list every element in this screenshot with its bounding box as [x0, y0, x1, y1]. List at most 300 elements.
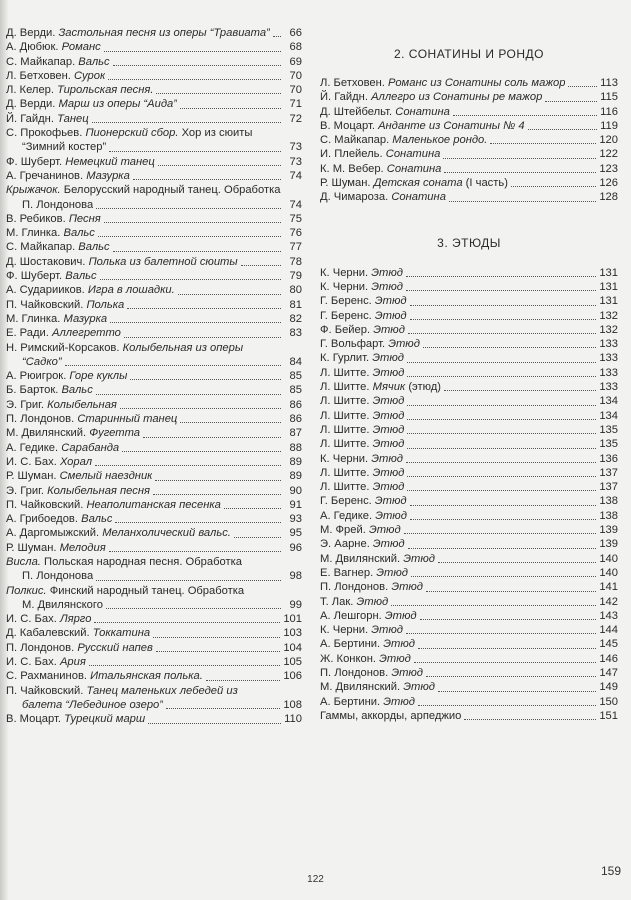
toc-entry [6, 212, 302, 226]
entry-page-number: 123 [599, 162, 618, 175]
entry-author: А. Бертини. [320, 638, 381, 651]
entry-text [6, 469, 152, 483]
toc-entry [6, 626, 302, 640]
toc-entry [6, 426, 302, 440]
entry-author: Е. Ради. [6, 327, 49, 340]
entry-text [320, 709, 461, 723]
entry-author: К. М. Вебер. [320, 162, 384, 175]
entry-author: Л. Шитте. [320, 409, 370, 422]
entry-page-number: 145 [599, 638, 618, 651]
entry-note: (этюд) [408, 381, 442, 394]
toc-entry [6, 412, 302, 426]
dot-leader [411, 576, 596, 577]
entry-title: Марш из оперы “Аида” [58, 98, 177, 111]
entry-title: Сарабанда [61, 441, 120, 454]
entry-page-number: 135 [599, 438, 618, 451]
entry-text [6, 626, 150, 640]
toc-entry-first-line [6, 684, 302, 698]
entry-text [320, 452, 403, 466]
entry-author: Д. Кабалевский. [6, 627, 90, 640]
entry-text [6, 26, 270, 40]
entry-page-number: 85 [289, 384, 302, 397]
dot-leader [115, 522, 281, 523]
entry-title: Этюд [371, 624, 403, 637]
entry-author: Л. Шитте. [320, 381, 370, 394]
toc-entry [320, 76, 618, 90]
toc-entry [6, 112, 302, 126]
dot-leader [438, 691, 596, 692]
entry-title: Вальс [78, 241, 110, 254]
dot-leader [410, 305, 597, 306]
sonatinas-list [320, 76, 618, 205]
dot-leader [511, 186, 596, 187]
entry-author: И. С. Бах. [6, 613, 57, 626]
toc-entry [6, 97, 302, 111]
entry-author: П. Чайковский. [6, 498, 84, 511]
toc-entry [320, 380, 618, 394]
entry-title: Этюд [372, 438, 405, 451]
entry-author: Р. Шуман. [6, 541, 57, 554]
entry-title: Вальс [78, 55, 110, 68]
entry-title: Полька из балетной сюиты [88, 255, 238, 268]
section-heading-sonatinas: 2. СОНАТИНЫ И РОНДО [393, 47, 545, 61]
entry-title: Этюд [356, 595, 389, 608]
dot-leader [444, 172, 596, 173]
entry-page-number: 84 [289, 355, 302, 368]
entry-author: Д. Штейбельт. [320, 105, 393, 118]
entry-author: П. Лондонов. [320, 581, 389, 594]
entry-text [320, 652, 411, 666]
entry-title: Этюд [372, 395, 405, 408]
toc-entry [320, 323, 618, 337]
entry-page-number: 139 [599, 524, 618, 537]
entry-text [6, 127, 252, 139]
entry-title: Этюд [374, 309, 407, 322]
entry-page-number: 143 [599, 609, 618, 622]
entry-text [6, 55, 110, 69]
toc-entry [320, 552, 618, 566]
entry-page-number: 132 [599, 309, 618, 322]
dot-leader [153, 637, 280, 638]
entry-text [320, 266, 403, 280]
entry-title: Сурок [74, 69, 106, 82]
dot-leader [166, 708, 280, 709]
entry-title: Песня [68, 212, 101, 225]
toc-entry [6, 226, 302, 240]
toc-entry [6, 40, 302, 54]
entry-text [6, 155, 155, 169]
entry-text [320, 695, 415, 709]
entry-author: А. Гедике. [6, 441, 59, 454]
toc-entry-first-line [6, 341, 302, 355]
entry-author: А. Сударииков. [6, 284, 85, 297]
entry-title: Сонатина [395, 105, 450, 118]
toc-entry [6, 298, 302, 312]
entry-author: К. Черни. [320, 452, 369, 465]
entry-text [22, 598, 103, 612]
entry-page-number: 76 [289, 227, 302, 240]
toc-entry [6, 398, 302, 412]
entry-author: К. Черни. [320, 266, 369, 279]
entry-author: К. Черни. [320, 624, 369, 637]
toc-entry [320, 90, 618, 104]
toc-entry [320, 623, 618, 637]
entry-author: А. Лешгорн. [320, 609, 382, 622]
entry-title: Мазурка [86, 169, 130, 182]
entry-author: Е. Вагнер. [320, 566, 374, 579]
entry-title: Русский напев [77, 641, 153, 654]
toc-entry [6, 484, 302, 498]
entry-author: Т. Лак. [320, 595, 354, 608]
entry-author: М. Фрей. [320, 524, 366, 537]
toc-entry [320, 652, 618, 666]
entry-text [320, 466, 404, 480]
entry-title: Аллегро из Сонатины ре мажор [371, 91, 543, 104]
toc-entry [320, 666, 618, 680]
entry-text [320, 523, 401, 537]
entry-page-number: 133 [599, 381, 618, 394]
entry-text [6, 97, 177, 111]
entry-page-number: 142 [599, 595, 618, 608]
entry-title: Токкатина [92, 627, 151, 640]
entry-text [6, 112, 89, 126]
entry-text [6, 612, 91, 626]
entry-page-number: 87 [289, 427, 302, 440]
dot-leader [406, 290, 596, 291]
toc-entry [6, 383, 302, 397]
entry-page-number: 69 [289, 55, 302, 68]
toc-entry [320, 480, 618, 494]
entry-text [6, 342, 243, 354]
toc-entry [6, 526, 302, 540]
entry-title: Старинный танец [77, 413, 178, 426]
dot-leader [438, 562, 596, 563]
entry-title: Этюд [372, 538, 405, 551]
entry-title: Турецкий марш [64, 713, 146, 726]
entry-text [6, 326, 121, 340]
entry-text [320, 580, 423, 594]
toc-entry [320, 609, 618, 623]
entry-author: Л. Шитте. [320, 395, 370, 408]
entry-text [320, 190, 446, 204]
entry-page-number: 91 [289, 498, 302, 511]
toc-entry [320, 366, 618, 380]
toc-entry [320, 351, 618, 365]
entry-text [6, 669, 203, 683]
entry-text [320, 537, 405, 551]
entry-text [6, 283, 175, 297]
toc-entry [320, 680, 618, 694]
toc-entry [320, 566, 618, 580]
dot-leader [127, 308, 281, 309]
entry-text [320, 595, 388, 609]
entry-title: Хорал [59, 455, 93, 468]
entry-author: Б. Барток. [6, 384, 59, 397]
toc-entry [6, 55, 302, 69]
dot-leader [106, 608, 281, 609]
entry-page-number: 86 [289, 413, 302, 426]
entry-title: Горе куклы [69, 370, 128, 383]
entry-text [320, 609, 417, 623]
dot-leader [407, 419, 596, 420]
entry-text [6, 184, 280, 196]
dot-leader [418, 705, 596, 706]
toc-entry [320, 452, 618, 466]
entry-text [6, 455, 92, 469]
entry-title: Висла. [6, 555, 41, 568]
entry-title: Сонатина [391, 191, 446, 204]
entry-title: Танец маленьких лебедей из [86, 684, 238, 697]
entry-title: Этюд [372, 481, 405, 494]
entry-author: Г. Беренс. [320, 495, 372, 508]
entry-text [6, 712, 145, 726]
entry-author: А. Гречанинов. [6, 169, 84, 182]
entry-text [6, 412, 177, 426]
entry-author: Л. Шитте. [320, 366, 370, 379]
dot-leader [490, 143, 596, 144]
toc-entry [6, 712, 302, 726]
entry-author: К. Гурлит. [320, 352, 370, 365]
entry-text [6, 512, 112, 526]
entry-text [22, 140, 106, 154]
dot-leader [104, 51, 281, 52]
dot-leader [391, 605, 596, 606]
entry-page-number: 74 [289, 198, 302, 211]
toc-entry [6, 598, 302, 612]
entry-author: Й. Гайдн. [6, 112, 54, 125]
entry-title: Этюд [373, 323, 405, 336]
entry-page-number: 73 [289, 141, 302, 154]
entry-text [6, 240, 110, 254]
entry-author: Г. Беренс. [320, 295, 372, 308]
entry-text [320, 437, 404, 451]
entry-title: Мячик [372, 381, 406, 394]
entry-text [22, 198, 93, 212]
entry-text [320, 337, 420, 351]
toc-entry [6, 698, 302, 712]
entry-title: Фугетта [89, 427, 140, 440]
dot-leader [100, 279, 281, 280]
entry-title: Вальс [61, 384, 93, 397]
entry-title: Анданте из Сонатины № 4 [378, 119, 525, 132]
entry-page-number: 133 [599, 338, 618, 351]
entry-page-number: 70 [289, 84, 302, 97]
entry-page-number: 134 [599, 395, 618, 408]
entry-continuation: П. Лондонова [22, 198, 94, 211]
toc-entry [320, 509, 618, 523]
dot-leader [92, 122, 281, 123]
toc-entry [6, 569, 302, 583]
entry-text [22, 569, 93, 583]
dot-leader [153, 494, 281, 495]
toc-entry [320, 523, 618, 537]
dot-leader [120, 408, 281, 409]
toc-entry [320, 409, 618, 423]
entry-page-number: 139 [599, 538, 618, 551]
entry-title: Застольная песня из оперы “Травиата” [58, 27, 270, 39]
dot-leader [96, 580, 281, 581]
entry-author: Гаммы, аккорды, арпеджио [320, 709, 462, 722]
entry-title: Вальс [81, 513, 113, 526]
entry-page-number: 79 [289, 270, 302, 283]
dot-leader [241, 265, 281, 266]
entry-text [6, 226, 95, 240]
entry-title: Этюд [403, 552, 435, 565]
entry-page-number: 147 [599, 666, 618, 679]
entry-continuation: балета “Лебединое озеро” [22, 698, 164, 711]
entry-page-number: 89 [289, 455, 302, 468]
entry-page-number: 119 [600, 119, 618, 132]
entry-text [320, 90, 542, 104]
dot-leader [122, 451, 281, 452]
entry-title: Итальянская полька. [90, 670, 203, 683]
entry-page-number: 131 [599, 280, 618, 293]
entry-text [22, 355, 62, 369]
entry-page-number: 134 [599, 409, 618, 422]
toc-entry [6, 283, 302, 297]
dot-leader [407, 376, 596, 377]
entry-author: Л. Шитте. [320, 481, 370, 494]
dot-leader [407, 405, 596, 406]
entry-author: Д. Чимароза. [320, 191, 389, 204]
dot-leader [65, 365, 281, 366]
entry-author: М. Глинка. [6, 227, 61, 240]
dot-leader [414, 662, 597, 663]
entry-text [320, 637, 415, 651]
dot-leader [180, 422, 281, 423]
entry-page-number: 101 [283, 613, 302, 626]
entry-page-number: 151 [599, 709, 618, 722]
entry-author: С. Майкапар. [6, 241, 76, 254]
entry-text [6, 383, 93, 397]
dot-leader [109, 151, 281, 152]
toc-entry [320, 119, 618, 133]
entry-title: Немецкий танец [65, 155, 155, 168]
entry-author: Финский народный танец. Обработка [49, 584, 245, 597]
toc-entry [320, 537, 618, 551]
entry-title: Этюд [383, 638, 415, 651]
dot-leader [453, 115, 597, 116]
entry-text [6, 255, 238, 269]
dot-leader [410, 505, 597, 506]
dot-leader [404, 533, 597, 534]
entry-text [320, 280, 403, 294]
entry-page-number: 85 [289, 370, 302, 383]
toc-entry [6, 369, 302, 383]
toc-entry [6, 541, 302, 555]
dot-leader [568, 86, 597, 87]
entry-page-number: 116 [600, 105, 618, 118]
entry-text [320, 323, 405, 337]
entry-author: И. С. Бах. [6, 656, 57, 669]
entry-author: Белорусский народный танец. Обработка [63, 184, 281, 197]
toc-entry [6, 455, 302, 469]
entry-author: В. Моцарт. [320, 119, 375, 132]
entry-text [320, 552, 435, 566]
dot-leader [406, 633, 596, 634]
toc-entry [320, 580, 618, 594]
entry-title: Этюд [372, 466, 405, 479]
dot-leader [224, 508, 281, 509]
toc-entry [320, 637, 618, 651]
dot-leader [418, 648, 596, 649]
entry-author: С. Рахманинов. [6, 670, 87, 683]
dot-leader [108, 79, 281, 80]
entry-author: Й. Гайдн. [320, 91, 368, 104]
dot-leader [143, 437, 281, 438]
toc-entry-first-line [6, 126, 302, 140]
entry-text [320, 394, 404, 408]
entry-page-number: 78 [289, 255, 302, 268]
entry-title: Вальс [63, 227, 95, 240]
entry-title: Этюд [388, 338, 420, 351]
entry-author: Э. Григ. [6, 398, 44, 411]
entry-title: Романс [61, 41, 101, 54]
entry-title: Игра в лошадки. [87, 284, 175, 297]
entry-page-number: 106 [283, 670, 302, 683]
entry-page-number: 104 [283, 641, 302, 654]
entry-author: А. Рюигрок. [6, 370, 67, 383]
dot-leader [89, 665, 281, 666]
dot-leader [406, 276, 596, 277]
entry-author: Д. Верди. [6, 98, 56, 111]
page-number-center: 122 [307, 874, 324, 885]
dot-leader [426, 591, 596, 592]
entry-author: А. Даргомыжский. [6, 527, 100, 540]
entry-text [6, 655, 86, 669]
entry-author: А. Дюбюк. [6, 41, 59, 54]
toc-entry [6, 441, 302, 455]
entry-page-number: 113 [600, 77, 618, 89]
entry-text [6, 169, 130, 183]
toc-entry [320, 337, 618, 351]
entry-page-number: 77 [289, 241, 302, 254]
toc-entry [6, 312, 302, 326]
dot-leader [206, 680, 280, 681]
entry-author: А. Бертини. [320, 695, 381, 708]
toc-entry [320, 105, 618, 119]
toc-entry [6, 240, 302, 254]
dot-leader [545, 101, 597, 102]
entry-page-number: 135 [599, 423, 618, 436]
entry-author: Д. Шостакович. [6, 255, 86, 268]
entry-title: Ария [59, 656, 86, 669]
toc-entry [6, 255, 302, 269]
entry-text [320, 147, 440, 161]
entry-title: Лярго [59, 613, 92, 626]
entry-author: И. С. Бах. [6, 455, 57, 468]
entry-title: Этюд [372, 352, 404, 365]
entry-text [6, 269, 97, 283]
toc-entry [6, 269, 302, 283]
entry-author: С. Майкапар. [320, 134, 390, 147]
entry-author: К. Черни. [320, 280, 369, 293]
entry-page-number: 99 [289, 598, 302, 611]
entry-page-number: 122 [599, 148, 618, 161]
entry-page-number: 89 [289, 470, 302, 483]
entry-author: П. Чайковский. [6, 298, 84, 311]
toc-entry [320, 309, 618, 323]
entry-author: Ф. Бейер. [320, 323, 371, 336]
dot-leader [408, 548, 597, 549]
toc-entry [6, 69, 302, 83]
entry-title: Этюд [374, 295, 407, 308]
toc-entry [6, 469, 302, 483]
toc-entry [6, 140, 302, 154]
dot-leader [96, 394, 281, 395]
dot-leader [444, 390, 596, 391]
entry-text [320, 480, 404, 494]
